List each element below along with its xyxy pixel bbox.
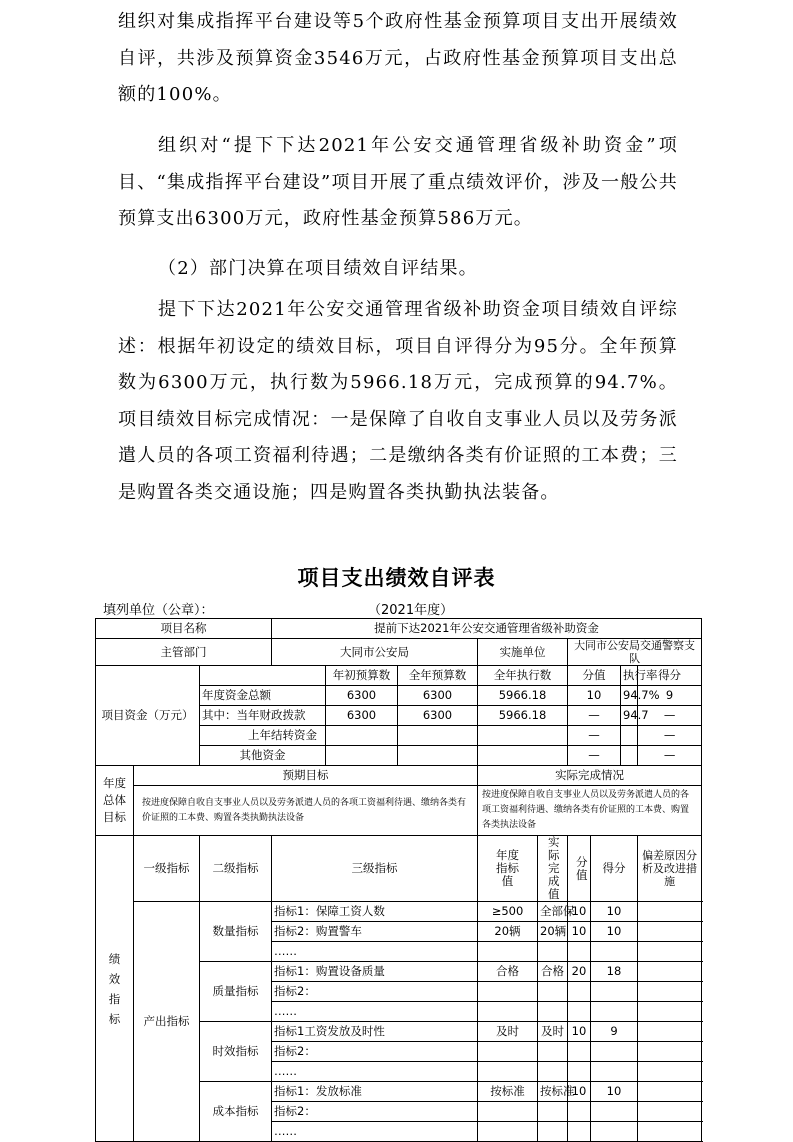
got-value (591, 1102, 638, 1122)
level2-indicator: 质量指标 (200, 962, 272, 1022)
level3-indicator: 指标1工资发放及时性 (272, 1022, 478, 1042)
score-value (568, 942, 591, 962)
got-value (591, 1062, 638, 1082)
actual-value (538, 1042, 568, 1062)
got-value: 10 (591, 922, 638, 942)
target-value (478, 1042, 538, 1062)
level3-indicator: 指标2： (272, 982, 478, 1002)
funds-cell: 94.7 (621, 706, 638, 726)
label-annual-goals: 年度总体目标 (96, 766, 134, 836)
score-value (568, 1062, 591, 1082)
funds-row-label: 其他资金 (200, 746, 326, 766)
actual-value: 按标准 (538, 1082, 568, 1102)
funds-header: 年初预算数 (326, 666, 398, 686)
funds-cell (326, 746, 398, 766)
funds-cell: 5966.18 (478, 706, 568, 726)
label-impl-unit: 实施单位 (478, 639, 568, 666)
row-project-name (96, 619, 702, 639)
funds-cell: — (638, 706, 702, 726)
got-value (591, 982, 638, 1002)
value-impl-unit: 大同市公安局交通警察支队 (568, 639, 702, 666)
funds-cell: 6300 (326, 706, 398, 726)
level1-output: 产出指标 (134, 902, 200, 1142)
actual-value (538, 1002, 568, 1022)
perf-header: 偏差原因分析及改进措施 (638, 836, 702, 902)
value-department: 大同市公安局 (272, 639, 478, 666)
got-value (591, 1042, 638, 1062)
funds-cell: 6300 (398, 706, 478, 726)
funds-cell (326, 726, 398, 746)
level3-indicator: …… (272, 1002, 478, 1022)
level2-indicator: 时效指标 (200, 1022, 272, 1082)
label-performance: 绩效指标 (96, 836, 134, 1142)
table-title: 项目支出绩效自评表 (297, 566, 496, 590)
funds-cell: — (568, 746, 621, 766)
header-actual-result: 实际完成情况 (478, 766, 702, 786)
perf-header: 年度指标值 (478, 836, 538, 902)
level3-indicator: 指标2： (272, 1042, 478, 1062)
actual-result-text: 按进度保障自收自支事业人员以及劳务派遣人员的各项工资福利待遇、缴纳各类有价证照的工本费、购置各类执法设备 (478, 786, 702, 836)
got-value (591, 1122, 638, 1142)
actual-value: 及时 (538, 1022, 568, 1042)
actual-value (538, 982, 568, 1002)
funds-cell: 9 (638, 686, 702, 706)
actual-value (538, 942, 568, 962)
perf-row (96, 902, 702, 922)
funds-cell (621, 726, 638, 746)
got-value (591, 942, 638, 962)
target-value: 及时 (478, 1022, 538, 1042)
funds-header: 全年执行数 (478, 666, 568, 686)
target-value: ≥500 (478, 902, 538, 922)
perf-header: 分值 (568, 836, 591, 902)
level3-indicator: 指标1：保障工资人数 (272, 902, 478, 922)
funds-cell: — (638, 746, 702, 766)
score-value: 20 (568, 962, 591, 982)
score-value: 10 (568, 922, 591, 942)
target-value (478, 1002, 538, 1022)
target-value (478, 1122, 538, 1142)
label-department: 主管部门 (96, 639, 272, 666)
funds-cell (398, 746, 478, 766)
score-value: 10 (568, 1022, 591, 1042)
score-value: 10 (568, 1082, 591, 1102)
funds-row-label: 年度资金总额 (200, 686, 326, 706)
label-project-name: 项目名称 (96, 619, 272, 639)
funds-cell: 10 (568, 686, 621, 706)
perf-header: 二级指标 (200, 836, 272, 902)
paragraph-3: （2）部门决算在项目绩效自评结果。 (158, 258, 478, 279)
target-value: 按标准 (478, 1082, 538, 1102)
funds-cell (478, 746, 568, 766)
target-value (478, 942, 538, 962)
score-value (568, 1102, 591, 1122)
funds-cell: — (568, 706, 621, 726)
level3-indicator: 指标1：发放标准 (272, 1082, 478, 1102)
paragraph-4: 提下下达2021年公安交通管理省级补助资金项目绩效自评综述：根据年初设定的绩效目标，项目自评得分为95分。全年预算数为6300万元，执行数为5966.18万元，完成预算的94.7%。项目绩效目标完成情况：一是保障了自收自支事业人员以及劳务派遣人员的各项工资福利待遇；二是缴纳各类有价证照的工本费；三是购置各类交通设施；四是购置各类执勤执法装备。 (118, 299, 678, 503)
perf-header: 一级指标 (134, 836, 200, 902)
funds-cell (398, 726, 478, 746)
perf-header: 实际完成值 (538, 836, 568, 902)
funds-row-label: 上年结转资金 (200, 726, 326, 746)
funds-header: 全年预算数 (398, 666, 478, 686)
level3-indicator: …… (272, 942, 478, 962)
level3-indicator: 指标2：购置警车 (272, 922, 478, 942)
funds-cell: 6300 (398, 686, 478, 706)
level3-indicator: …… (272, 1062, 478, 1082)
target-value: 合格 (478, 962, 538, 982)
performance-table (95, 618, 702, 1142)
level3-indicator: 指标2： (272, 1102, 478, 1122)
funds-cell: — (638, 726, 702, 746)
got-value: 10 (591, 1082, 638, 1102)
score-value (568, 1002, 591, 1022)
got-value: 10 (591, 902, 638, 922)
actual-value (538, 1102, 568, 1122)
value-project-name: 提前下达2021年公安交通管理省级补助资金 (272, 619, 702, 639)
got-value: 9 (591, 1022, 638, 1042)
level2-indicator: 成本指标 (200, 1082, 272, 1142)
paragraph-1: 组织对集成指挥平台建设等5个政府性基金预算项目支出开展绩效自评，共涉及预算资金3546万元，占政府性基金预算项目支出总额的100%。 (118, 11, 678, 105)
funds-row-label: 其中：当年财政拨款 (200, 706, 326, 726)
expected-goal-text: 按进度保障自收自支事业人员以及劳务派遣人员的各项工资福利待遇、缴纳各类有价证照的工本费、购置各类执勤执法设备 (134, 786, 478, 836)
got-value (591, 1002, 638, 1022)
funds-header: 分值 (568, 666, 621, 686)
funds-cell (621, 746, 638, 766)
score-value (568, 982, 591, 1002)
label-funds: 项目资金（万元） (96, 666, 200, 766)
row-department (96, 639, 702, 666)
funds-cell: 5966.18 (478, 686, 568, 706)
score-value (568, 1042, 591, 1062)
actual-value: 全部保 (538, 902, 568, 922)
header-expected-goal: 预期目标 (134, 766, 478, 786)
funds-header: 得分 (638, 666, 702, 686)
score-value (568, 1122, 591, 1142)
filler-label: 填列单位（公章）： (103, 603, 214, 618)
got-value: 18 (591, 962, 638, 982)
funds-header: 执行率 (621, 666, 638, 686)
score-value: 10 (568, 902, 591, 922)
actual-value (538, 1122, 568, 1142)
actual-value: 20辆 (538, 922, 568, 942)
funds-cell: 6300 (326, 686, 398, 706)
level3-indicator: 指标1：购置设备质量 (272, 962, 478, 982)
level2-indicator: 数量指标 (200, 902, 272, 962)
perf-header: 得分 (591, 836, 638, 902)
year-label: （2021年度） (368, 603, 454, 618)
actual-value: 合格 (538, 962, 568, 982)
level3-indicator: …… (272, 1122, 478, 1142)
actual-value (538, 1062, 568, 1082)
target-value (478, 1102, 538, 1122)
funds-cell: — (568, 726, 621, 746)
funds-cell (478, 726, 568, 746)
paragraph-2: 组织对“提下下达2021年公安交通管理省级补助资金”项目、“集成指挥平台建设”项目开展了重点绩效评价，涉及一般公共预算支出6300万元，政府性基金预算586万元。 (118, 135, 678, 229)
target-value (478, 1062, 538, 1082)
funds-cell: 94.7% (621, 686, 638, 706)
target-value: 20辆 (478, 922, 538, 942)
target-value (478, 982, 538, 1002)
perf-header: 三级指标 (272, 836, 478, 902)
